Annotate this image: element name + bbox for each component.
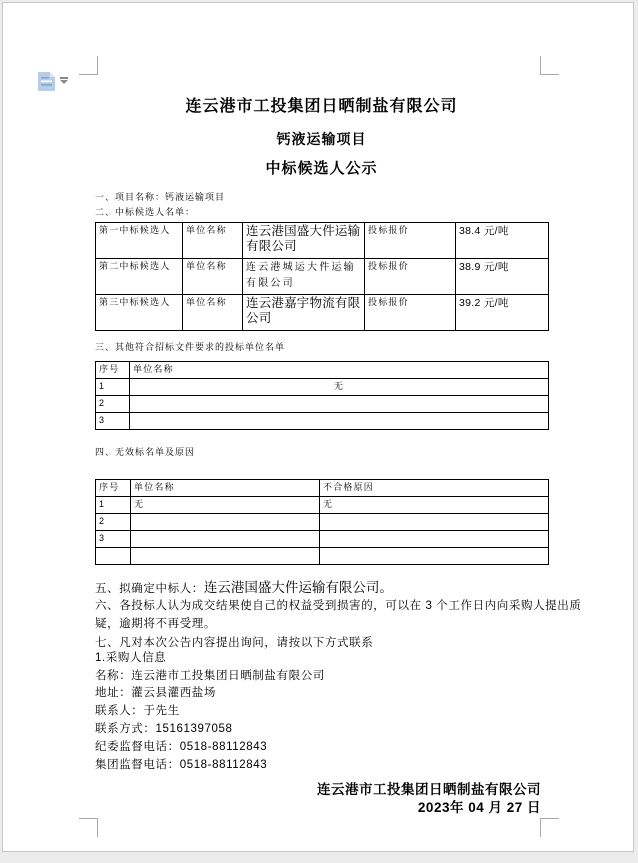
row-name	[131, 548, 320, 565]
price-label: 投标报价	[365, 295, 456, 331]
unit-name: 连云港嘉宇物流有限公司	[243, 295, 365, 331]
table-row	[96, 514, 549, 531]
footer-date: 2023年 04 月 27 日	[417, 800, 541, 815]
row-reason	[320, 548, 549, 565]
buyer-info-heading: 1.采购人信息	[95, 652, 167, 664]
crop-mark-top-right-icon	[540, 56, 559, 75]
table-row	[96, 259, 549, 295]
row-reason	[320, 531, 549, 548]
buyer-name-line: 名称：连云港市工投集团日晒制盐有限公司	[95, 670, 325, 682]
column-header-no: 序号	[96, 480, 131, 497]
row-name	[131, 531, 320, 548]
row-name: 无	[131, 497, 320, 514]
table-row	[96, 531, 549, 548]
document-title-company: 连云港市工投集团日晒制盐有限公司	[185, 98, 458, 115]
row-no: 1	[96, 379, 130, 396]
table-row	[96, 295, 549, 331]
table-header-row	[96, 480, 549, 497]
winner-prefix: 五、拟确定中标人：	[95, 583, 204, 595]
crop-mark-bottom-right-icon	[540, 818, 559, 837]
price-label: 投标报价	[365, 259, 456, 295]
column-header-name: 单位名称	[131, 480, 320, 497]
row-reason: 无	[320, 497, 549, 514]
paragraph-objection-line2: 疑，逾期将不再受理。	[95, 618, 216, 630]
row-no: 2	[96, 396, 130, 413]
paste-options-button[interactable]	[38, 72, 72, 94]
table-row	[96, 379, 549, 396]
price-value: 38.9 元/吨	[456, 259, 549, 295]
invalid-bids-table	[95, 479, 549, 565]
paragraph-project-name: 一、项目名称：钙液运输项目	[95, 192, 226, 202]
row-name	[130, 413, 549, 430]
row-no	[96, 548, 131, 565]
table-row	[96, 396, 549, 413]
table-row	[96, 548, 549, 565]
paragraph-confirmed-winner	[95, 580, 393, 597]
other-bidders-table	[95, 361, 549, 430]
buyer-address-line: 地址：灌云县灌西盐场	[95, 687, 216, 699]
column-header-name: 单位名称	[130, 362, 549, 379]
row-name	[130, 396, 549, 413]
price-value: 39.2 元/吨	[456, 295, 549, 331]
candidates-table	[95, 222, 549, 331]
table-row	[96, 223, 549, 259]
unit-label: 单位名称	[183, 295, 243, 331]
row-name: 无	[130, 379, 549, 396]
unit-label: 单位名称	[183, 223, 243, 259]
crop-mark-top-left-icon	[79, 56, 98, 75]
section-heading-other-bidders: 三、其他符合招标文件要求的投标单位名单	[95, 342, 286, 352]
row-no: 1	[96, 497, 131, 514]
row-reason	[320, 514, 549, 531]
paragraph-inquiry: 七、凡对本次公告内容提出询问，请按以下方式联系	[95, 637, 374, 649]
table-header-row	[96, 362, 549, 379]
unit-name: 连云港国盛大件运输有限公司	[243, 223, 365, 259]
column-header-reason: 不合格原因	[320, 480, 549, 497]
row-name	[131, 514, 320, 531]
unit-name: 连云港城运大件运输有限公司	[243, 259, 365, 295]
paste-options-document-icon	[38, 72, 55, 91]
paragraph-candidates-list-label: 二、中标候选人名单：	[95, 207, 196, 217]
dropdown-bar	[60, 77, 68, 79]
row-no: 2	[96, 514, 131, 531]
row-no: 3	[96, 413, 130, 430]
document-title-announcement: 中标候选人公示	[265, 160, 378, 177]
footer-company-signature: 连云港市工投集团日晒制盐有限公司	[317, 782, 541, 797]
candidate-rank: 第二中标候选人	[96, 259, 183, 295]
contact-phone-line: 联系方式：15161397058	[95, 723, 233, 735]
price-value: 38.4 元/吨	[456, 223, 549, 259]
document-title-project: 钙液运输项目	[276, 131, 367, 147]
discipline-phone-line: 纪委监督电话：0518-88112843	[95, 741, 268, 753]
candidate-rank: 第三中标候选人	[96, 295, 183, 331]
column-header-no: 序号	[96, 362, 130, 379]
winner-company-name: 连云港国盛大件运输有限公司。	[203, 580, 393, 595]
dropdown-arrow-icon[interactable]	[60, 80, 68, 84]
candidate-rank: 第一中标候选人	[96, 223, 183, 259]
crop-mark-bottom-left-icon	[79, 818, 98, 837]
table-row	[96, 497, 549, 514]
table-row	[96, 413, 549, 430]
price-label: 投标报价	[365, 223, 456, 259]
unit-label: 单位名称	[183, 259, 243, 295]
section-heading-invalid-bids: 四、无效标名单及原因	[95, 447, 196, 457]
group-phone-line: 集团监督电话：0518-88112843	[95, 759, 268, 771]
paragraph-objection-line1: 六、各投标人认为成交结果使自己的权益受到损害的，可以在 3 个工作日内向采购人提出质	[95, 600, 582, 612]
contact-person-line: 联系人：于先生	[95, 705, 180, 717]
row-no: 3	[96, 531, 131, 548]
